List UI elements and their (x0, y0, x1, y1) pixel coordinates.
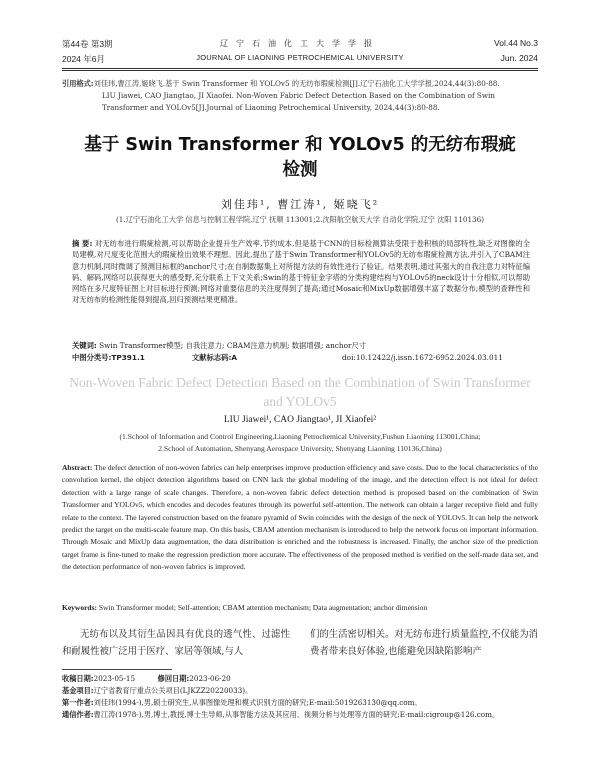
date-en: Jun. 2024 (500, 53, 538, 63)
keywords-en-text: Swin Transformer model; Self-attention; CBAM attention mechanism; Data augmentation; anchor dimension (98, 603, 428, 612)
clc-number: 中图分类号:TP391.1 (72, 353, 145, 362)
volume-cn: 第44卷 第3期 (62, 39, 113, 49)
affiliation-en-line1: (1.School of Information and Control Engineering,Liaoning Petrochemical University,Fushun Liaoning 113001,China; (119, 432, 481, 441)
received-label: 收稿日期: (62, 674, 94, 683)
footnote-fund (62, 685, 538, 697)
corresponding-text: 曹江涛(1978-),男,博士,教授,博士生导师,从事智能方法及其应用、视频分析与处理等方面的研究;E-mail:cigroup@126.com。 (93, 710, 500, 719)
authors-cn: 刘佳玮¹, 曹江涛¹, 姬晓飞² (220, 198, 380, 211)
citation-cn-text: 刘佳玮,曹江涛,姬晓飞.基于 Swin Transformer 和 YOLOv5 的无纺布瑕疵检测[J].辽宁石油化工大学学报,2024,44(3):80-88. (93, 79, 500, 88)
body-left-column: 无纺布以及其衍生品因具有优良的透气性、过滤性和耐履性被广泛用于医疗、家居等领域,与人 (62, 629, 290, 657)
footnote-dates (62, 673, 538, 685)
keywords-en-label: Keywords: (62, 603, 97, 612)
footnote-corresponding (62, 709, 538, 721)
abstract-cn-text: 对无纺布进行瑕疵检测,可以帮助企业提升生产效率,节约成本,但是基于CNN的目标检测算法受限于卷积核的局部特性,缺乏对图像的全局建模,对尺度变化范围大的瑕疵检出效果不理想。因此,提出了基于Swin Transformer和YOLOv5的无纺布瑕疵检测方法,并引入了CBAM注意力机制,同时微调了预测目标框的anchor尺寸;在自制数据集上对所提方法的有效性进行了验证。结果表明,通过其强大的自我注意力对特征编码、解码,网络可以获得更大的感受野,充分联系上下文关系;Swin的基于特征金字塔的分类构建结构与YOLOv5的neck设计十分相似,可以帮助网络在多尺度特征图上对目标进行预测;网络对重要信息的关注度得到了提高;通过Mosaic和MixUp数据增强丰富了数据分布;模型的查释性和对无纺布的检测性能得到提高,回归预测结果更精准。 (72, 239, 530, 305)
header-rule-2 (62, 70, 538, 71)
journal-cn-text: 辽宁石油化工大学学报 (220, 39, 380, 48)
citation-label: 引用格式: (62, 79, 94, 88)
revised-label: 修回日期: (157, 674, 190, 683)
volume-en: Vol.44 No.3 (494, 38, 538, 48)
doi: doi:10.12422/j.issn.1672-6952.2024.03.011 (342, 353, 503, 362)
affiliation-en (62, 431, 538, 455)
doc-code: 文献标志码:A (192, 353, 238, 362)
abstract-en (62, 462, 538, 574)
keywords-cn-label: 关键词: (72, 341, 97, 350)
footnotes (62, 673, 538, 721)
keywords-cn (72, 340, 530, 351)
title-cn-line2: 检测 (282, 160, 318, 180)
classification-row (72, 353, 530, 365)
abstract-cn-label: 摘 要: (72, 239, 93, 248)
revised-date: 2023-06-20 (189, 674, 231, 683)
affiliation-en-line2: 2.School of Automation, Shenyang Aerospace University, Shenyang Liaoning 110136,China) (158, 444, 442, 453)
abstract-en-label: Abstract: (62, 463, 93, 472)
journal-en-text: JOURNAL OF LIAONING PETROCHEMICAL UNIVERSITY (196, 53, 404, 62)
received-date: 2023-05-15 (93, 674, 136, 683)
footnote-first-author (62, 697, 538, 709)
abstract-cn (72, 238, 530, 306)
citation-block (62, 78, 538, 114)
title-cn-line1: 基于 Swin Transformer 和 YOLOv5 的无纺布瑕疵 (84, 135, 516, 155)
citation-cn (62, 78, 538, 90)
first-author-label: 第一作者: (62, 698, 94, 707)
body-right-column: 们的生活密切相关。对无纺布进行质量监控,不仅能为消费者带来良好体验,也能避免因缺陷影响产 (310, 629, 538, 657)
citation-en: LIU Jiawei, CAO Jiangtao, JI Xiaofei. Non-Woven Fabric Defect Detection Based on the Combination of Swin Transformer and YOLOv5[J].Journal of Liaoning Petrochemical University, 2024,44(3):80-88. (102, 91, 495, 112)
affiliation-cn: (1.辽宁石油化工大学 信息与控制工程学院,辽宁 抚顺 113001;2.沈阳航空航天大学 自动化学院,辽宁 沈阳 110136) (115, 215, 485, 224)
keywords-en (62, 603, 538, 612)
fund-label: 基金项目: (62, 686, 94, 695)
first-author-text: 刘佳玮(1994-),男,硕士研究生,从事图像处理和模式识别方面的研究;E-mail:5019263130@qq.com。 (93, 698, 422, 707)
date-cn: 2024 年6月 (62, 54, 105, 64)
corresponding-label: 通信作者: (62, 710, 94, 719)
header-rule (62, 68, 538, 69)
footnote-rule (62, 669, 172, 670)
title-en: Non-Woven Fabric Defect Detection Based on the Combination of Swin Transformer and YOLOv5 (69, 375, 531, 409)
keywords-cn-text: Swin Transformer模型; 自我注意力; CBAM注意力机制; 数据增强; anchor尺寸 (99, 341, 367, 350)
title-cn (62, 133, 538, 183)
abstract-en-text: The defect detection of non-woven fabrics can help enterprises improve production efficiency and save costs. Due to the local characteristics of the convolution kernel, the object detection algorithms based on CNN lack the global modeling of the image, and the detection effect is not ideal for defect detection with a large range of scale changes. Therefore, a non-woven fabric defect detection method is proposed based on the combination of Swin Transformer and YOLOv5, which encodes and decodes features through its powerful self-attention. The network can obtain a larger receptive field and fully relate to the context. The layered construction based on the feature pyramid of Swin coincides with the design of the neck of YOLOv5. It can help the network predict the target on the multi-scale feature map. On this basis, CBAM attention mechanism is introduced to help the network focus on important information. Through Mosaic and MixUp data augmentation, the data distribution is enriched and the robustness is increased. Finally, the anchor size of the prediction target frame is fine-tuned to make the regression prediction more accurate. The effectiveness of the proposed method is verified on the self-made data set, and the detection performance of non-woven fabrics is improved. (62, 463, 538, 572)
fund-text: 辽宁省教育厅重点公关项目(LJKZZ20220033)。 (93, 686, 253, 695)
authors-en: LIU Jiawei¹, CAO Jiangtao¹, JI Xiaofei² (223, 415, 377, 425)
